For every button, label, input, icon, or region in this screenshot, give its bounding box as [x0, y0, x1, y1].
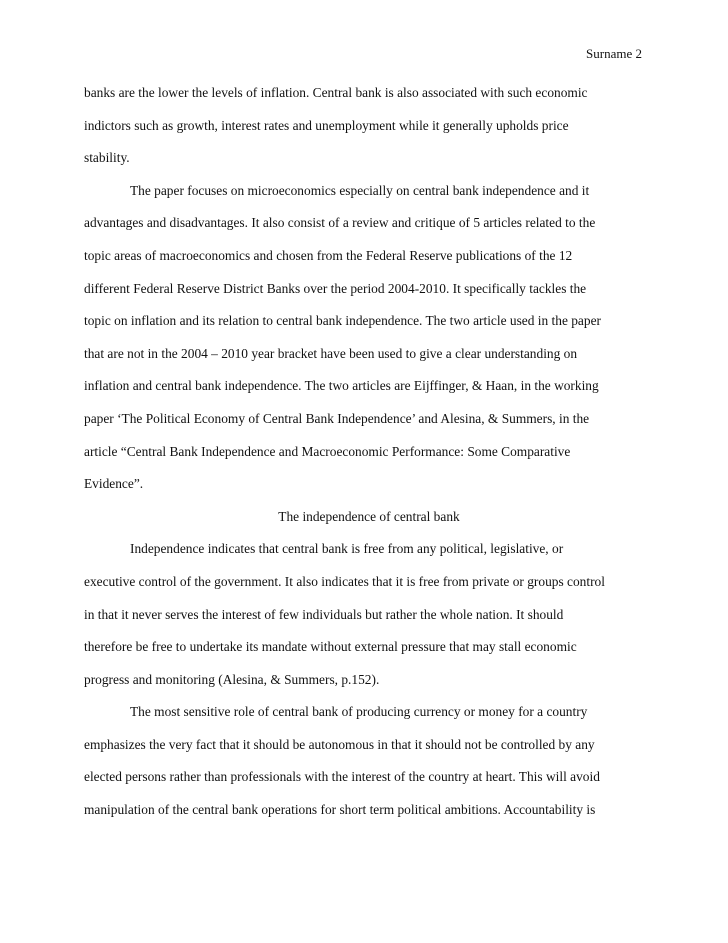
text-line: paper ‘The Political Economy of Central Bank Independence’ and Alesina, & Summers, in the [84, 410, 590, 426]
text-line: that are not in the 2004 – 2010 year bracket have been used to give a clear understanding on [84, 345, 578, 361]
text-line: topic on inflation and its relation to central bank independence. The two article used in the paper [84, 313, 601, 329]
text-line: stability. [84, 150, 130, 166]
text-line: inflation and central bank independence. The two articles are Eijffinger, & Haan, in the working [84, 378, 599, 394]
text-line: emphasizes the very fact that it should be autonomous in that it should not be controlled by any [84, 736, 595, 752]
text-line: indictors such as growth, interest rates and unemployment while it generally upholds price [84, 117, 569, 133]
text-line: therefore be free to undertake its mandate without external pressure that may stall economic [84, 639, 577, 655]
text-line: topic areas of macroeconomics and chosen from the Federal Reserve publications of the 12 [84, 247, 573, 263]
text-line: manipulation of the central bank operations for short term political ambitions. Accountability is [84, 802, 596, 818]
text-line: elected persons rather than professionals with the interest of the country at heart. This will avoid [84, 769, 600, 785]
section-heading: The independence of central bank [278, 508, 460, 524]
running-head: Surname 2 [586, 46, 642, 61]
text-line: article “Central Bank Independence and Macroeconomic Performance: Some Comparative [84, 443, 571, 459]
text-line: advantages and disadvantages. It also consist of a review and critique of 5 articles related to the [84, 215, 596, 231]
text-line: executive control of the government. It also indicates that it is free from private or groups control [84, 573, 605, 589]
text-line: Evidence”. [84, 476, 144, 492]
body-text [84, 82, 654, 832]
text-line: The paper focuses on microeconomics especially on central bank independence and it [130, 182, 590, 198]
text-line: Independence indicates that central bank is free from any political, legislative, or [130, 541, 564, 557]
text-line: in that it never serves the interest of few individuals but rather the whole nation. It should [84, 606, 564, 622]
text-line: banks are the lower the levels of inflation. Central bank is also associated with such economic [84, 85, 588, 100]
text-line: The most sensitive role of central bank of producing currency or money for a country [130, 704, 588, 720]
text-line: progress and monitoring (Alesina, & Summers, p.152). [84, 671, 380, 687]
text-line: different Federal Reserve District Banks over the period 2004-2010. It specifically tackles the [84, 280, 587, 296]
